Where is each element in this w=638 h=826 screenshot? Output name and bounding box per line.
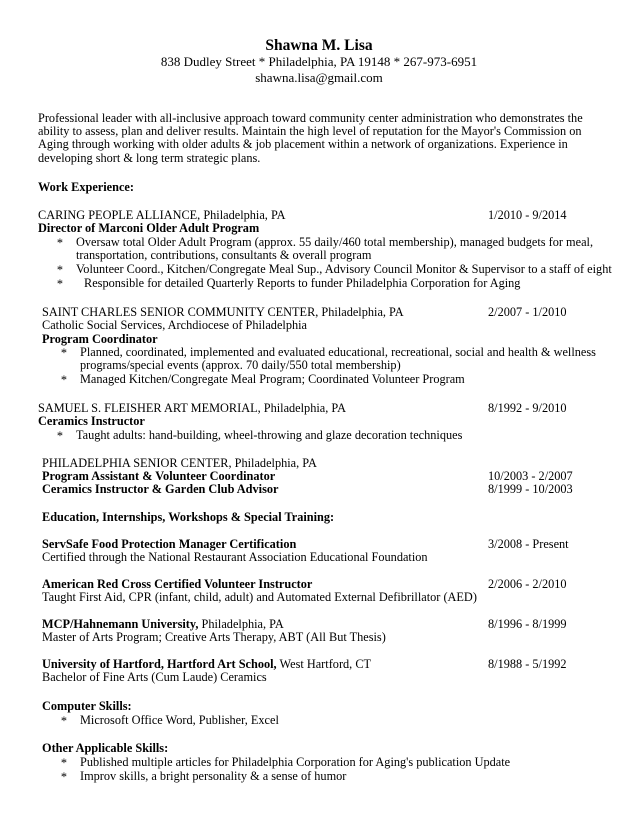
education-institution — [42, 617, 284, 631]
other-skill-item: Improv skills, a bright personality & a sense of humor — [80, 769, 347, 783]
job-bullet-continued: programs/special events (approx. 70 daily/550 total membership) — [80, 358, 401, 372]
job-title: Program Assistant & Volunteer Coordinator — [42, 469, 276, 483]
job-dates: 2/2007 - 1/2010 — [488, 305, 567, 319]
work-experience-heading: Work Experience: — [38, 180, 134, 194]
other-skill-item: Published multiple articles for Philadelphia Corporation for Aging's publication Update — [80, 755, 511, 769]
job-bullet: Volunteer Coord., Kitchen/Congregate Meal Sup., Advisory Council Monitor & Supervisor to a staff of eight — [76, 262, 612, 276]
bullet-marker: * — [60, 770, 68, 784]
bullet-marker: * — [56, 263, 64, 277]
job-bullet: Planned, coordinated, implemented and evaluated educational, recreational, social and health & wellness — [80, 345, 596, 359]
contact-address: 838 Dudley Street * Philadelphia, PA 19148 * 267-973-6951 — [160, 54, 478, 69]
bullet-marker: * — [60, 373, 68, 387]
education-dates: 3/2008 - Present — [488, 537, 569, 551]
computer-skills-heading: Computer Skills: — [42, 699, 132, 713]
education-location: Philadelphia, PA — [198, 617, 284, 631]
job-title: Director of Marconi Older Adult Program — [38, 221, 260, 235]
job-employer: SAINT CHARLES SENIOR COMMUNITY CENTER, Philadelphia, PA — [42, 305, 404, 319]
education-detail: Master of Arts Program; Creative Arts Therapy, ABT (All But Thesis) — [42, 630, 386, 644]
bullet-marker: * — [56, 429, 64, 443]
education-title: MCP/Hahnemann University, — [42, 617, 199, 631]
bullet-marker: * — [56, 236, 64, 250]
education-title: ServSafe Food Protection Manager Certification — [42, 537, 297, 551]
job-title: Program Coordinator — [42, 332, 158, 346]
job-dates: 8/1999 - 10/2003 — [488, 482, 573, 496]
bullet-marker: * — [60, 756, 68, 770]
education-detail: Taught First Aid, CPR (infant, child, adult) and Automated External Defibrillator (AED) — [42, 590, 477, 604]
education-institution — [42, 657, 371, 671]
other-skills-heading: Other Applicable Skills: — [42, 741, 169, 755]
applicant-name: Shawna M. Lisa — [265, 37, 373, 54]
job-dates: 8/1992 - 9/2010 — [488, 401, 567, 415]
job-bullet: Managed Kitchen/Congregate Meal Program; Coordinated Volunteer Program — [80, 372, 465, 386]
job-title: Ceramics Instructor & Garden Club Advisor — [42, 482, 279, 496]
job-dates: 10/2003 - 2/2007 — [488, 469, 573, 483]
education-title: American Red Cross Certified Volunteer Instructor — [42, 577, 313, 591]
education-dates: 8/1988 - 5/1992 — [488, 657, 567, 671]
education-dates: 2/2006 - 2/2010 — [488, 577, 567, 591]
job-bullet: Taught adults: hand-building, wheel-throwing and glaze decoration techniques — [76, 428, 463, 442]
job-dates: 1/2010 - 9/2014 — [488, 208, 567, 222]
education-dates: 8/1996 - 8/1999 — [488, 617, 567, 631]
job-employer: SAMUEL S. FLEISHER ART MEMORIAL, Philadelphia, PA — [38, 401, 346, 415]
bullet-marker: * — [60, 346, 68, 360]
job-title: Ceramics Instructor — [38, 414, 145, 428]
contact-email: shawna.lisa@gmail.com — [255, 70, 383, 85]
professional-summary: Professional leader with all-inclusive approach toward community center administration who demonstrates the ability to assess, plan and deliver results. Maintain the high level of reputation for the Mayor's Commission on Aging through working with older adults & job placement within a network of organizations. Experience in developing short & long term strategic plans. — [38, 111, 583, 165]
job-bullet: Responsible for detailed Quarterly Reports to funder Philadelphia Corporation for Aging — [84, 276, 521, 290]
job-bullet-continued: transportation, contributions, consultants & overall program — [76, 248, 372, 262]
education-title: University of Hartford, Hartford Art School, — [42, 657, 277, 671]
computer-skill-item: Microsoft Office Word, Publisher, Excel — [80, 713, 279, 727]
job-bullet: Oversaw total Older Adult Program (approx. 55 daily/460 total membership), managed budgets for meal, — [76, 235, 594, 249]
education-heading: Education, Internships, Workshops & Special Training: — [42, 510, 335, 524]
education-location: West Hartford, CT — [276, 657, 372, 671]
bullet-marker: * — [60, 714, 68, 728]
job-employer: CARING PEOPLE ALLIANCE, Philadelphia, PA — [38, 208, 286, 222]
job-organization: Catholic Social Services, Archdiocese of Philadelphia — [42, 318, 307, 332]
bullet-marker: * — [56, 277, 64, 291]
education-detail: Certified through the National Restaurant Association Educational Foundation — [42, 550, 428, 564]
education-detail: Bachelor of Fine Arts (Cum Laude) Ceramics — [42, 670, 267, 684]
job-employer: PHILADELPHIA SENIOR CENTER, Philadelphia, PA — [42, 456, 317, 470]
